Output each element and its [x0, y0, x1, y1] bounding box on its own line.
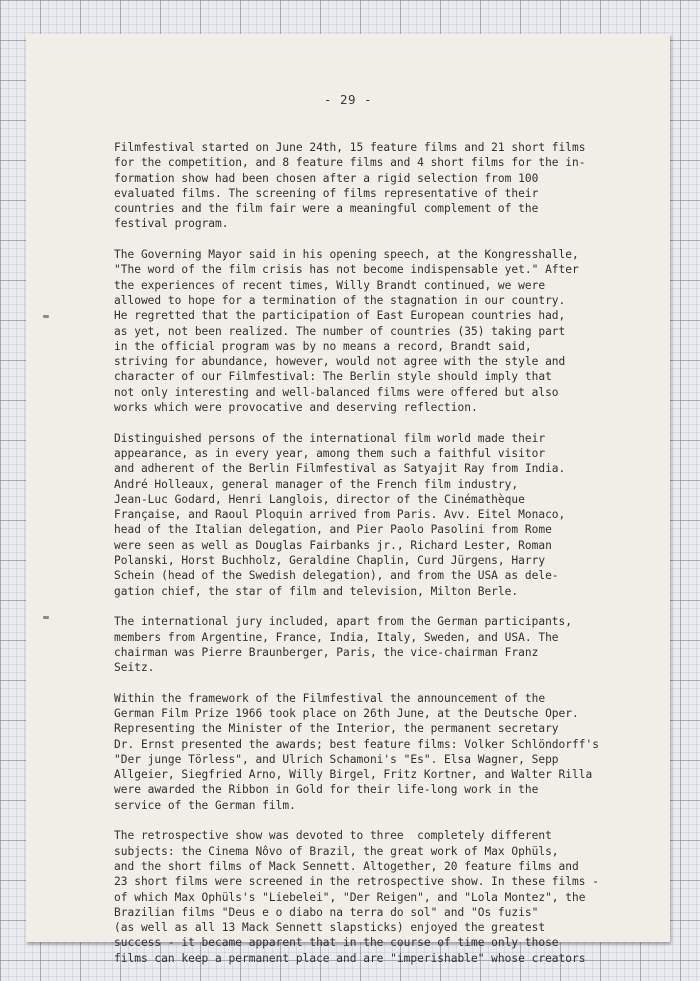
text-line: gation chief, the star of film and television, Milton Berle.	[114, 584, 519, 598]
text-line: Representing the Minister of the Interior, the permanent secretary	[114, 722, 559, 736]
text-line: films can keep a permanent place and are "imperishable" whose creators	[114, 951, 586, 965]
text-line: countries and the film fair were a meaningful complement of the	[114, 202, 539, 216]
document-body	[114, 140, 634, 981]
text-line: Seitz.	[114, 661, 155, 675]
text-line: were seen as well as Douglas Fairbanks jr., Richard Lester, Roman	[114, 538, 552, 552]
paragraph-retrospective-show	[114, 828, 634, 966]
margin-punch-mark	[43, 616, 49, 619]
text-line: Française, and Raoul Ploquin arrived from Paris. Avv. Eitel Monaco,	[114, 508, 566, 522]
text-line: works which were provocative and deserving reflection.	[114, 401, 478, 415]
paragraph-film-prize	[114, 691, 634, 813]
text-line: Brazilian films "Deus e o diabo na terra do sol" and "Os fuzis"	[114, 905, 539, 919]
text-line: were awarded the Ribbon in Gold for their life-long work in the	[114, 783, 539, 797]
text-line: André Holleaux, general manager of the French film industry,	[114, 477, 519, 491]
text-line: in the official program was by no means a record, Brandt said,	[114, 339, 532, 353]
text-line: the experiences of recent times, Willy Brandt continued, we were	[114, 278, 546, 292]
text-line: and adherent of the Berlin Filmfestival as Satyajit Ray from India.	[114, 462, 566, 476]
text-line: He regretted that the participation of East European countries had,	[114, 309, 566, 323]
text-line: appearance, as in every year, among them such a faithful visitor	[114, 446, 546, 460]
text-line: subjects: the Cinema Nôvo of Brazil, the great work of Max Ophüls,	[114, 844, 559, 858]
text-line: Polanski, Horst Buchholz, Geraldine Chaplin, Curd Jürgens, Harry	[114, 554, 546, 568]
text-line: for the competition, and 8 feature films and 4 short films for the in-	[114, 156, 586, 170]
text-line: as yet, not been realized. The number of countries (35) taking part	[114, 324, 566, 338]
paragraph-international-jury	[114, 614, 634, 675]
text-line: Allgeier, Siegfried Arno, Willy Birgel, Fritz Kortner, and Walter Rilla	[114, 768, 593, 782]
margin-punch-mark	[43, 315, 49, 318]
paragraph-mayor-speech	[114, 247, 634, 415]
text-line: Distinguished persons of the international film world made their	[114, 431, 546, 445]
paragraph-distinguished-guests	[114, 431, 634, 599]
text-line: festival program.	[114, 217, 229, 231]
text-line: The international jury included, apart from the German participants,	[114, 615, 573, 629]
text-line: Dr. Ernst presented the awards; best feature films: Volker Schlöndorff's	[114, 737, 599, 751]
text-line: members from Argentine, France, India, Italy, Sweden, and USA. The	[114, 630, 559, 644]
document-page	[26, 34, 670, 965]
text-line: chairman was Pierre Braunberger, Paris, the vice-chairman Franz	[114, 645, 539, 659]
text-line: The retrospective show was devoted to three completely different	[114, 829, 552, 843]
text-line: Jean-Luc Godard, Henri Langlois, director of the Cinémathèque	[114, 492, 525, 506]
text-line: success - it became apparent that in the course of time only those	[114, 936, 559, 950]
text-line: Filmfestival started on June 24th, 15 feature films and 21 short films	[114, 141, 586, 154]
page-number: - 29 -	[323, 92, 373, 107]
text-line: Within the framework of the Filmfestival the announcement of the	[114, 691, 546, 705]
text-line: "The word of the film crisis has not become indispensable yet." After	[114, 263, 579, 277]
text-line: of which Max Ophüls's "Liebelei", "Der Reigen", and "Lola Montez", the	[114, 890, 586, 904]
text-line: character of our Filmfestival: The Berlin style should imply that	[114, 370, 552, 384]
text-line: not only interesting and well-balanced films were offered but also	[114, 385, 559, 399]
text-line: German Film Prize 1966 took place on 26th June, at the Deutsche Oper.	[114, 706, 579, 720]
text-line: The Governing Mayor said in his opening speech, at the Kongresshalle,	[114, 248, 579, 262]
text-line: striving for abundance, however, would not agree with the style and	[114, 355, 566, 369]
text-line: 23 short films were screened in the retrospective show. In these films -	[114, 875, 599, 889]
text-line: formation show had been chosen after a rigid selection from 100	[114, 171, 539, 185]
text-line: (as well as all 13 Mack Sennett slapsticks) enjoyed the greatest	[114, 921, 546, 935]
text-line: evaluated films. The screening of films representative of their	[114, 186, 539, 200]
text-line: service of the German film.	[114, 798, 296, 812]
text-line: Schein (head of the Swedish delegation), and from the USA as dele-	[114, 569, 559, 583]
text-line: "Der junge Törless", and Ulrich Schamoni's "Es". Elsa Wagner, Sepp	[114, 752, 559, 766]
paragraph-festival-overview	[114, 140, 634, 232]
text-line: and the short films of Mack Sennett. Altogether, 20 feature films and	[114, 859, 579, 873]
text-line: allowed to hope for a termination of the stagnation in our country.	[114, 293, 566, 307]
text-line: head of the Italian delegation, and Pier Paolo Pasolini from Rome	[114, 523, 552, 537]
